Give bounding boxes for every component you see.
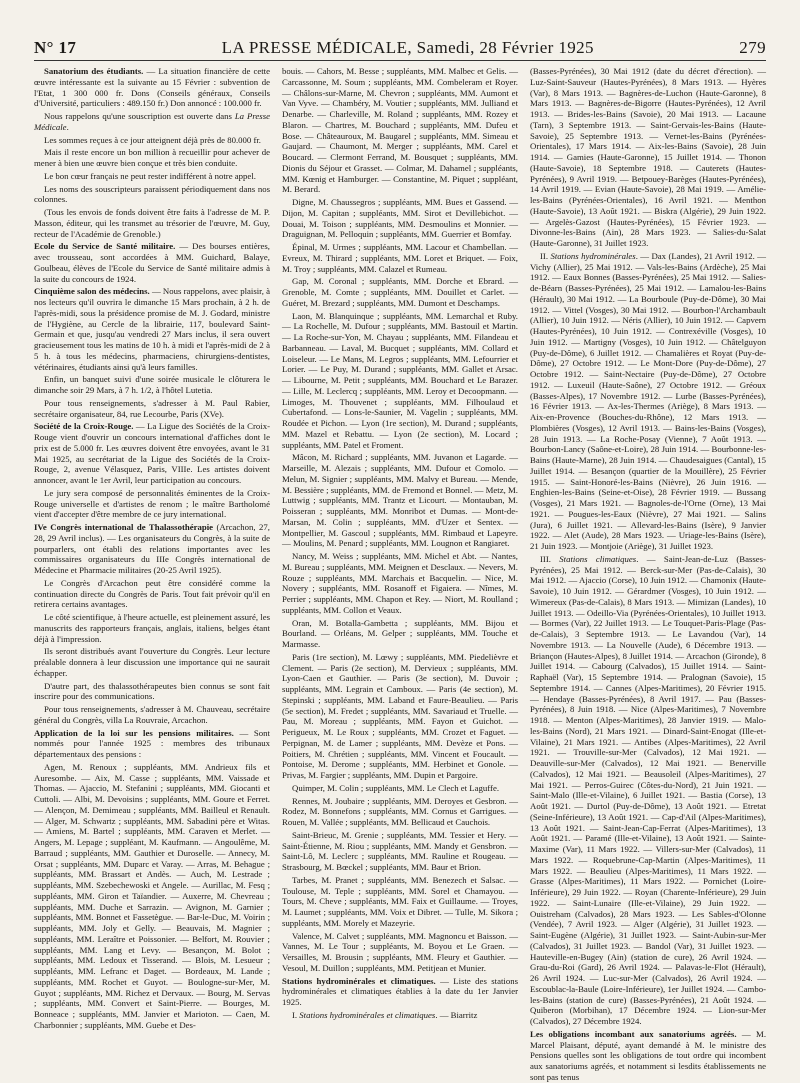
column-1 xyxy=(34,66,270,1068)
paragraph: Nous rappelons qu'une souscription est ouverte dans La Presse Médicale. xyxy=(34,111,270,132)
paragraph: Enfin, un banquet suivi d'une soirée musicale le clôturera le dimanche soir 29 Mars, à 7 h. 1/2, à l'hôtel Lutetia. xyxy=(34,374,270,395)
page-header xyxy=(34,28,766,58)
columns xyxy=(34,66,767,1082)
header-rule xyxy=(34,60,766,61)
paragraph: Pour tous renseignements, s'adresser à M. Chauveau, secrétaire général du Congrès, villa La Rouvraie, Arcachon. xyxy=(34,704,270,725)
paragraph: Le Congrès d'Arcachon peut être considéré comme la continuation directe du Congrès de Paris. Tout fait prévoir qu'il en retirera certains avantages. xyxy=(34,577,270,610)
paragraph: Saint-Brieuc, M. Grenie ; suppléants, MM. Tessier et Hery. — Saint-Étienne, M. Riou ; suppléants, MM. Mandy et Gensbron. — Saint-Lô, M. Leclerc ; suppléants, MM. Rauline et Rougeau. — Strasbourg, M. Bœckel ; suppléants, MM. Baur et Brion. xyxy=(282,829,518,872)
paragraph: Le côté scientifique, à l'heure actuelle, est pleinement assuré, les manuscrits des rapporteurs français, anglais, italiens, belges étant déjà à l'impression. xyxy=(34,612,270,644)
column-2 xyxy=(282,66,518,1068)
paragraph: Pour tous renseignements, s'adresser à M. Paul Rabier, secrétaire organisateur, 84, rue Lecourbe, Paris (XVe). xyxy=(34,397,270,419)
paragraph: Ils seront distribués avant l'ouverture du Congrès. Leur lecture préalable donnera à leur discussion une importance qui ne saurait échapper. xyxy=(34,646,270,678)
journal-title: LA PRESSE MÉDICALE, Samedi, 28 Février 1925 xyxy=(221,38,594,57)
paragraph: Le jury sera composé de personnalités éminentes de la Croix-Rouge universelle et d'artistes de renom ; le maître Bartholomé vient d'accepter d'être membre de ce jury international. xyxy=(34,487,270,520)
paragraph: Agen, M. Renoux ; suppléants, MM. Andrieux fils et Auresombe. — Aix, M. Casse ; suppléants, MM. Vaissade et Thomas. — Ajaccio, M. Stefanini ; suppléants, MM. Giocanti et Cuttoli. — Albi, M. Devoisins ; suppléants, MM. Goure et Ferret. — Alençon, M. Demimeau ; suppléants, MM. Bailleul et Renault. — Alger, M. Schwartz ; suppléants, MM. Sabadini père et Witas. — Amiens, M. Bartel ; suppléants, MM. Caraven et Merlet. — Angers, M. Lepage ; suppléant, M. Kaufmann. — Angoulême, M. Barraud ; suppléants, MM. Gauthier et Duroselle. — Annecy, M. Orsat ; suppléants, MM. Duparc et Varay. — Arras, M. Behague ; suppléants, MM. Brassart et Andès. — Auch, M. Lestrade ; suppléants, MM. Szebechewoski et Angele. — Aurillac, M. Fesq ; suppléants, MM. Giron et Taïandier. — Auxerre, M. Chevreau ; suppléants, MM. Duche et Sarrazin. — Avignon, M. Garnier ; suppléants, MM. Bonnet et Fassetègue. — Bar-le-Duc, M. Voirin ; suppléants, MM. Joly et Gelly. — Beauvais, M. Magnier ; suppléants, MM. Leraître et Poissonier. — Belfort, M. Rouvier ; suppléants, MM. Lang et Levy. — Besançon, M. Bolot ; suppléants, MM. Ledoux et Tisserand. — Blois, M. Lesueur ; suppléants, MM. Lefranc et Daget. — Bordeaux, M. Lande ; suppléants, MM. Rochet et Guyot. — Boulogne-sur-Mer, M. Guyot ; suppléants, MM. Richez et Dervaux. — Bourg, M. Servas ; suppléants, MM. Convert et Saint-Pierre. — Bourges, M. Bonneace ; suppléants, MM. Janvier et Marioton. — Caen, M. Charbonnier ; suppléants, MM. Guebe et Des- xyxy=(34,761,270,1030)
paragraph: Gap, M. Coronal ; suppléants, MM. Dorche et Ebrard. — Grenoble, M. Comte ; suppléants, MM. Douillet et Carlet. — Guéret, M. Brezard ; suppléants, MM. Dumont et Deschamps. xyxy=(282,276,518,308)
paragraph: Mâcon, M. Richard ; suppléants, MM. Juvanon et Lagarde. — Marseille, M. Alezais ; suppléants, MM. Dufour et Comolo. — Melun, M. Signier ; suppléants, MM. Malvy et Bureau. — Mende, M. Bessière ; suppléants, MM. de Fremond et Bonnel. — Metz, M. Luttwig ; suppléants, MM. Trantz et Licourt. — Montauban, M. Poisseran ; suppléants, MM. Monribot et Dumas. — Mont-de-Marsan, M. Colin ; suppléants, MM. d'Uzer et Sentex. — Montpellier, M. Gascoul ; suppléants, MM. Rimbaud et Lapeyre. — Moulins, M. Penard ; suppléants, MM. Lougnon et Rangiaret. xyxy=(282,452,518,549)
paragraph: Laon, M. Blanquinque ; suppléants, MM. Lemarchal et Ruby. — La Rochelle, M. Dufour ; suppléants, MM. Bastouil et Martin. — La Roche-sur-Yon, M. Chayau ; suppléants, MM. Filandeau et Barbanneau. — Laval, M. Bucquet ; suppléants, MM. Collard et Loiseleur. — Le Mans, M. Legros ; suppléants, MM. Lefourrier et Lorier. — Le Puy, M. Durand ; suppléants, MM. Gallet et Arsac. — Libourne, M. Petit ; suppléants, MM. Bouchard et Le Barazer. — Lille, M. Leclercq ; suppléants, MM. Leroy et Decoopmann. — Limoges, M. Thouvenet ; suppléants, MM. Filhoulaud et Cubertafond. — Lons-le-Saunier, M. Vagelin ; suppléants, MM. Roudée et Pichon. — Lyon (1re section), M. Durand ; suppléants, MM. Mazel et Rebattu. — Lyon (2e section), M. Locard ; suppléants, MM. Patel et Froment. xyxy=(282,310,518,450)
paragraph: Valence, M. Calvet ; suppléants, MM. Magnoncu et Baisson. — Vannes, M. Le Tour ; suppléants, M. Boyou et Le Graen. — Versailles, M. Brousin ; suppléants, MM. Fleury et Gauthier. — Vesoul, M. Duillon ; suppléants, MM. Petitjean et Munier. xyxy=(282,930,518,973)
notice-thalassotherapie: IVe Congrès international de Thalassothérapie (Arcachon, 27, 28, 29 Avril inclus). — Les organisateurs du Congrès, à la suite de pourparlers, ont établi des relations importantes avec les commissaires organisateurs du IIIe Congrès international de Médecine et Pharmacie militaires (20-25 Avril 1925). xyxy=(34,522,270,575)
paragraph: (Tous les envois de fonds doivent être faits à l'adresse de M. P. Masson, éditeur, qui les transmet au trésorier de l'œuvre, M. Guy, recteur de l'Académie de Grenoble.) xyxy=(34,207,270,239)
paragraph: Mais il reste encore un bon million à recueillir pour achever de mener à bien une œuvre bien conçue et très bien conduite. xyxy=(34,147,270,168)
paragraph: Le bon cœur français ne peut rester indifférent à notre appel. xyxy=(44,170,256,181)
paragraph: Épinal, M. Urmes ; suppléants, MM. Lacour et Chambellan. — Evreux, M. Thirard ; suppléants, MM. Loret et Briquet. — Foix, M. Troy ; suppléants, MM. Calazel et Rumeau. xyxy=(282,242,518,274)
notice-stations: Stations hydrominérales et climatiques. — Liste des stations hydrominérales et climatiques établies à la date du 1er Janvier 1925. xyxy=(282,975,518,1007)
notice-salon-medecins: Cinquième salon des médecins. — Nous rappelons, avec plaisir, à nos lecteurs qu'il ouvrira le dimanche 15 Mars prochain, à 2 h. de l'après-midi, sous la présidence promise de M. J. Godard, ministre de l'Hygiène, au Cercle de la librairie, 117, boulevard Saint-Germain et que, jusqu'au vendredi 27 Mars inclus, il sera ouvert gracieusement tous les matins de 10 h. à midi et l'après-midi de 2 à 5 h. à tous les médecins, pharmaciens, chirurgiens-dentistes, vétérinaires, étudiants ainsi qu'à leurs familles. xyxy=(34,286,271,372)
notice-sanatoriums-agrees: Les obligations incombant aux sanatoriums agréés. — M. Marcel Plaisant, député, ayant demandé à M. le ministre des Pensions quelles sont les obligations de tout ordre qui incombent aux sanatoriums agréés, et notamment si lesdits établissements ne sont pas tenus xyxy=(530,1028,767,1082)
paragraph: Digne, M. Chaussegros ; suppléants, MM. Bues et Gassend. — Dijon, M. Capitan ; suppléants, MM. Sirot et Devillebichot. — Douai, M. Toison ; suppléants, MM. Desmoulins et Monnier. — Draguignan, M. Pelloquin ; suppléants, MM. Guerrier et Bomfay. xyxy=(282,197,518,240)
paragraph: Les sommes reçues à ce jour atteignent déjà près de 80.000 fr. xyxy=(44,134,261,145)
paragraph: I. Stations hydrominérales et climatiques. — Biarritz xyxy=(292,1009,478,1020)
notice-croix-rouge: Société de la Croix-Rouge. — La Ligue des Sociétés de la Croix-Rouge vient d'ouvrir un concours international d'affiches dont le prix est de 5.000 fr. Les œuvres doivent être envoyées, avant le 31 Mai 1925, au secrétariat de la Ligue des Sociétés de la Croix-Rouge, 2, avenue Vélasquez, Paris, VIIIe. Les artistes doivent annoncer, avant le 1er Avril, leur participation au concours. xyxy=(34,421,270,485)
paragraph: II. Stations hydrominérales. — Dax (Landes), 21 Avril 1912. — Vichy (Allier), 25 Mai 1912. — Vals-les-Bains (Ardèche), 25 Mai 1912. — Eaux Bonnes (Basses-Pyrénées), 25 Mai 1912. — Salies-de-Béarn (Basses-Pyrénées), 25 Mai 1912. — Lamalou-les-Bains (Hérault), 30 Mai 1912. — La Bourboule (Puy-de-Dôme), 30 Mai 1912. — Vittel (Vosges), 30 Mai 1912. — Bourbon-l'Archambault (Allier), 10 Juin 1912. — Néris (Allier), 10 Juin 1912. — Capvern (Hautes-Pyrénées), 10 Juin 1912. — Contrexéville (Vosges), 10 Juin 1912. — Martigny (Vosges), 10 Juin 1912. — Châtelguyon (Puy-de-Dôme), 6 Juillet 1912. — Chamalières et Royat (Puy-de-Dôme), 27 Octobre 1912. — Le Mont-Dore (Puy-de-Dôme), 27 Octobre 1912. — Saint-Nectaire (Puy-de-Dôme), 27 Octobre 1912. — Luxeuil (Haute-Saône), 27 Octobre 1912. — Gréoux (Basses-Alpes), 17 Novembre 1912. — Lurbe (Basses-Pyrénées), 16 Février 1913. — Ax-les-Thermes (Ariège), 8 Mars 1913. — Aix-en-Provence (Bouches-du-Rhône), 12 Mars 1913. — Plombières (Vosges), 12 Avril 1913. — Bains-les-Bains (Vosges), 28 Juin 1913. — La Roche-Posay (Vienne), 7 Août 1913. — Bourbon-Lancy (Saône-et-Loire), 28 Juin 1914. — Bourbonne-les-Bains (Haute-Marne), 28 Juin 1914. — Chaudesaigues (Cantal), 15 Juillet 1914. — Besançon (quartier de la Mouillère), 25 Février 1915. — Saint-Honoré-les-Bains (Nièvre), 26 Juin 1916. — Enghien-les-Bains (Seine-et-Oise), 28 Février 1919. — Bussang (Vosges), 21 Mars 1921. — Bagnoles-de-l'Orne (Orne), 13 Mai 1921. — Pougues-les-Eaux (Nièvre), 27 Mai 1921. — Salins (Jura), 6 Juillet 1921. — Allevard-les-Bains (Isère), 9 Janvier 1922. — Alet (Aude), 28 Mars 1923. — Uriage-les-Bains (Isère), 21 Juin 1923. — Montjoie (Ariège), 31 Juillet 1923. xyxy=(530,250,767,551)
paragraph: D'autre part, des thalassothérapeutes bien connus se sont fait inscrire pour des communications. xyxy=(34,680,270,702)
paragraph: Les noms des souscripteurs paraissent périodiquement dans nos colonnes. xyxy=(34,183,270,205)
notice-sanatorium: Sanatorium des étudiants. — La situation financière de cette œuvre intéressante est la suivante au 15 Février : subvention de l'Etat, 1 300 000 fr. Dons (Conseils généraux, Conseils d'Université, particuliers : 489.150 fr.) Don annoncé : 100.000 fr. xyxy=(34,66,270,109)
paragraph: Oran, M. Botalla-Gambetta ; suppléants, MM. Bijou et Bourland. — Orléans, M. Gelper ; suppléants, MM. Touche et Marmasse. xyxy=(282,617,518,649)
page-number-right: 279 xyxy=(739,38,766,57)
column-3 xyxy=(530,66,767,1082)
notice-ecole-sante: Ecole du Service de Santé militaire. — Des bourses entières, avec trousseau, sont accordées à MM. Guichard, Balaye, Goulbeau, élèves de l'Ecole du Service de Santé militaire admis à la suite du concours de 1924. xyxy=(34,241,270,284)
paragraph: III. Stations climatiques. — Saint-Jean-de-Luz (Basses-Pyrénées), 25 Mai 1912. — Berck-sur-Mer (Pas-de-Calais), 30 Mai 1912. — Ajaccio (Corse), 10 Juin 1912. — Chamonix (Haute-Savoie), 10 Juin 1912. — Gérardmer (Vosges), 10 Juin 1912. — Wimereux (Pas-de-Calais), 8 Mars 1913. — Mimizan (Landes), 10 Juillet 1913. — Odeillo-Via (Pyrénées-Orientales), 10 Juillet 1913. — Bormes (Var), 22 Juillet 1913. — Le Touquet-Paris-Plage (Pas-de-Calais), 3 Septembre 1913. — Le Lavandou (Var), 14 Novembre 1913. — La Nouvelle (Aude), 6 Décembre 1913. — Briançon (Hautes-Alpes), 8 Juillet 1914. — Arcachon (Gironde), 8 Juillet 1914. — Cabourg (Calvados), 15 Juillet 1914. — Saint-Raphaël (Var), 15 Septembre 1914. — Pralognan (Savoie), 15 Septembre 1914. — Cannes (Alpes-Maritimes), 20 Février 1915. — Hendaye (Basses-Pyrénées), 8 Avril 1917. — Pau (Basses-Pyrénées), 8 Juin 1918. — Nice (Alpes-Maritimes), 7 Novembre 1918. — Menton (Alpes-Maritimes), 28 Janvier 1919. — Malo-les-Bains (Nord), 21 Mars 1921. — Dinard-Saint-Enogat (Ille-et-Vilaine), 21 Mars 1921. — Antibes (Alpes-Maritimes), 22 Avril 1921. — Trouville-sur-Mer (Calvados), 12 Mai 1921. — Deauville-sur-Mer (Calvados), 12 Mai 1921. — Benerville (Calvados), 12 Mai 1921. — Beausoleil (Alpes-Maritimes), 27 Mai 1921. — Perros-Guirec (Côtes-du-Nord), 21 Juin 1921. — Saint-Malo (Ille-et-Vilaine), 6 Juillet 1921. — Bastia (Corse), 13 Août 1921. — Durtol (Puy-de-Dôme), 13 Août 1921. — Etretat (Seine-Inférieure), 13 Août 1921. — Cap-d'Ail (Alpes-Maritimes), 13 Août 1921. — Saint-Jean-Cap-Ferrat (Alpes-Maritimes), 13 Août 1921. — Paramé (Ille-et-Vilaine), 13 Août 1921. — Sainte-Maxime (Var), 11 Mars 1922. — Villers-sur-Mer (Calvados), 11 Mars 1922. — Roquebrune-Cap-Martin (Alpes-Maritimes), 11 Mars 1922. — Beaulieu (Alpes-Maritimes), 11 Mars 1922. — Grasse (Alpes-Maritimes), 11 Mars 1922. — Pornichet (Loire-Inférieure), 29 Juin 1922. — Royan (Charente-Inférieure), 29 Juin 1922. — Saint-Lunaire (Ille-et-Vilaine), 29 Juin 1922. — Ouistreham (Calvados), 28 Mars 1923. — Les Sables-d'Olonne (Vendée), 7 Avril 1923. — Alger (Algérie), 31 Juillet 1923. — Saint-Eugène (Algérie), 31 Juillet 1923. — Saint-Aubin-sur-Mer (Calvados), 31 Juillet 1923. — Bandol (Var), 31 Juillet 1923. — Hauteville-en-Bugey (Ain) (station de cure), 26 Avril 1924. — Grau-du-Roi (Gard), 26 Avril 1924. — Palavas-le-Flot (Hérault), 26 Avril 1924. — Luc-sur-Mer (Calvados), 26 Avril 1924. — Escoublac-la-Baule (Loire-Inférieure), 1er Juillet 1924. — Cambo-les-Bains (station de cure) (Basses-Pyrénées), 21 Août 1924. — Quiberon (Morbihan), 17 Décembre 1924. — Lion-sur-Mer (Calvados), 27 Décembre 1924. xyxy=(530,553,766,1026)
paragraph: Nancy, M. Weiss ; suppléants, MM. Michel et Abt. — Nantes, M. Bureau ; suppléants, MM. Meignen et Desclaux. — Nevers, M. Rouze ; suppléants, MM. Marchais et Bacquelin. — Nice, M. Novery ; suppléants, MM. Rosanoff et Figaiera. — Nîmes, M. Perrier ; suppléants, MM. Chapon et Rey. — Niort, M. Roulland ; suppléants, MM. Collon et Veaux. xyxy=(282,551,518,615)
page-number-left: N° 17 xyxy=(34,38,77,57)
paragraph: bouis. — Cahors, M. Besse ; suppléants, MM. Malbec et Gelis. — Carcassonne, M. Soum ; suppléants, MM. Combeleram et Royer. — Châlons-sur-Marne, M. Chevron ; suppléants, MM. Aumont et Van Vyve. — Chambéry, M. Voutier ; suppléants, MM. Julliand et Denarbe. — Charleville, M. Roland ; suppléants, MM. Rozey et Blaron. — Chartres, M. Bouchard ; suppléants, MM. Dufeu et Bose. — Châteauroux, M. Baugarel ; suppléants, MM. Simeau et Gaujard. — Chaumont, M. Merger ; suppléants, MM. Carel et Boucard. — Clermont Ferrand, M. Bousquet ; suppléants, MM. Dionis du Séjour et Grasset. — Colmar, M. Dahamel ; suppléants, MM. Kœnig et Hamburger. — Constantine, M. Piquet ; suppléant, M. Berard. xyxy=(282,66,518,195)
paragraph: Tarbes, M. Pranet ; suppléants, MM. Benezech et Salsac. — Toulouse, M. Teple ; suppléants, MM. Sorel et Chamayou. — Tours, M. Cheve ; suppléants, MM. Faix et Guillaume. — Troyes, M. Laumet ; suppléants, MM. Voix et Dibret. — Tulle, M. Sikora ; suppléants, MM. Morely et Mazeyrie. xyxy=(282,874,518,928)
paragraph: Rennes, M. Joubaire ; suppléants, MM. Deroyes et Gesbron. — Rodez, M. Bonnefons ; suppléants, MM. Cornus et Garrigues. — Rouen, M. Vallée ; suppléants, MM. Bellicaud et Cauchois. xyxy=(282,795,518,827)
paragraph: Paris (1re section), M. Lœwy ; suppléants, MM. Piedelièvre et Clement. — Paris (2e section), M. Dervieux ; suppléants, MM. Lyon-Caen et Gauthier. — Paris (3e section), M. Duvoir ; suppléants, MM. Legrain et Camboux. — Paris (4e section), M. Stepinski ; suppléants, MM. Laband et Faure-Beaulieu. — Paris (5e section), M. Fredet ; suppléants, MM. Savariaud et Truelle. — Pau, M. Moreau ; suppléants, MM. Fayon et Guichot. — Perigueux, M. Le Roux ; suppléants, MM. Crozet et Faguet. — Perpignan, M. de Lamer ; suppléants, MM. Devèze et Pons. — Poitiers, M. Chrétien ; suppléants, MM. Vincent et Foucault. — Pontoise, M. Derome ; suppléants, MM. Herbinet et Gonole. — Privas, M. Fargier ; suppléants, MM. Dupin et Pargoire. xyxy=(282,651,518,780)
notice-pensions-militaires: Application de la loi sur les pensions militaires. — Sont nommés pour l'année 1925 : membres des tribunaux départementaux des pensions : xyxy=(34,727,270,759)
paragraph: Quimper, M. Colin ; suppléants, MM. Le Clech et Laguffe. xyxy=(292,782,500,793)
paragraph: (Basses-Pyrénées), 30 Mai 1912 (date du décret d'érection). — Luz-Saint-Sauveur (Hautes-Pyrénées), 8 Mars 1913. — Hyères (Var), 8 Mars 1913. — Bagnères-de-Luchon (Haute-Garonne), 8 Mars 1913. — Bagnères-de-Bigorre (Hautes-Pyrénées), 12 Avril 1913. — Brides-les-Bains (Savoie), 20 Mai 1913. — Lacaune (Tarn), 3 Septembre 1913. — Saint-Gervais-les-Bains (Haute-Savoie), 25 Septembre 1913. — Vernet-les-Bains (Pyrénées-Orientales), 17 Mars 1914. — Aix-les-Bains (Savoie), 28 Juin 1914. — Gamies (Haute-Garonne), 15 Juillet 1914. — Thonon (Haute-Savoie), 18 Septembre 1918. — Cauterets (Hautes-Pyrénées), 9 Avril 1919. — Betpouey-Barèges (Hautes-Pyrénées), 14 Avril 1919. — Evian (Haute-Savoie), 28 Mai 1919. — Amélie-les-Bains (Pyrénées-Orientales), 16 Avril 1921. — Menthon (Haute-Savoie), 13 Août 1921. — Biskra (Algérie), 29 Juin 1922. — Argelès-Gazost (Hautes-Pyrénées), 15 Février 1923. — Divonne-les-Bains (Ain), 28 Mars 1923. — Salies-du-Salat (Haute-Garonne), 31 Juillet 1923. xyxy=(530,66,766,248)
